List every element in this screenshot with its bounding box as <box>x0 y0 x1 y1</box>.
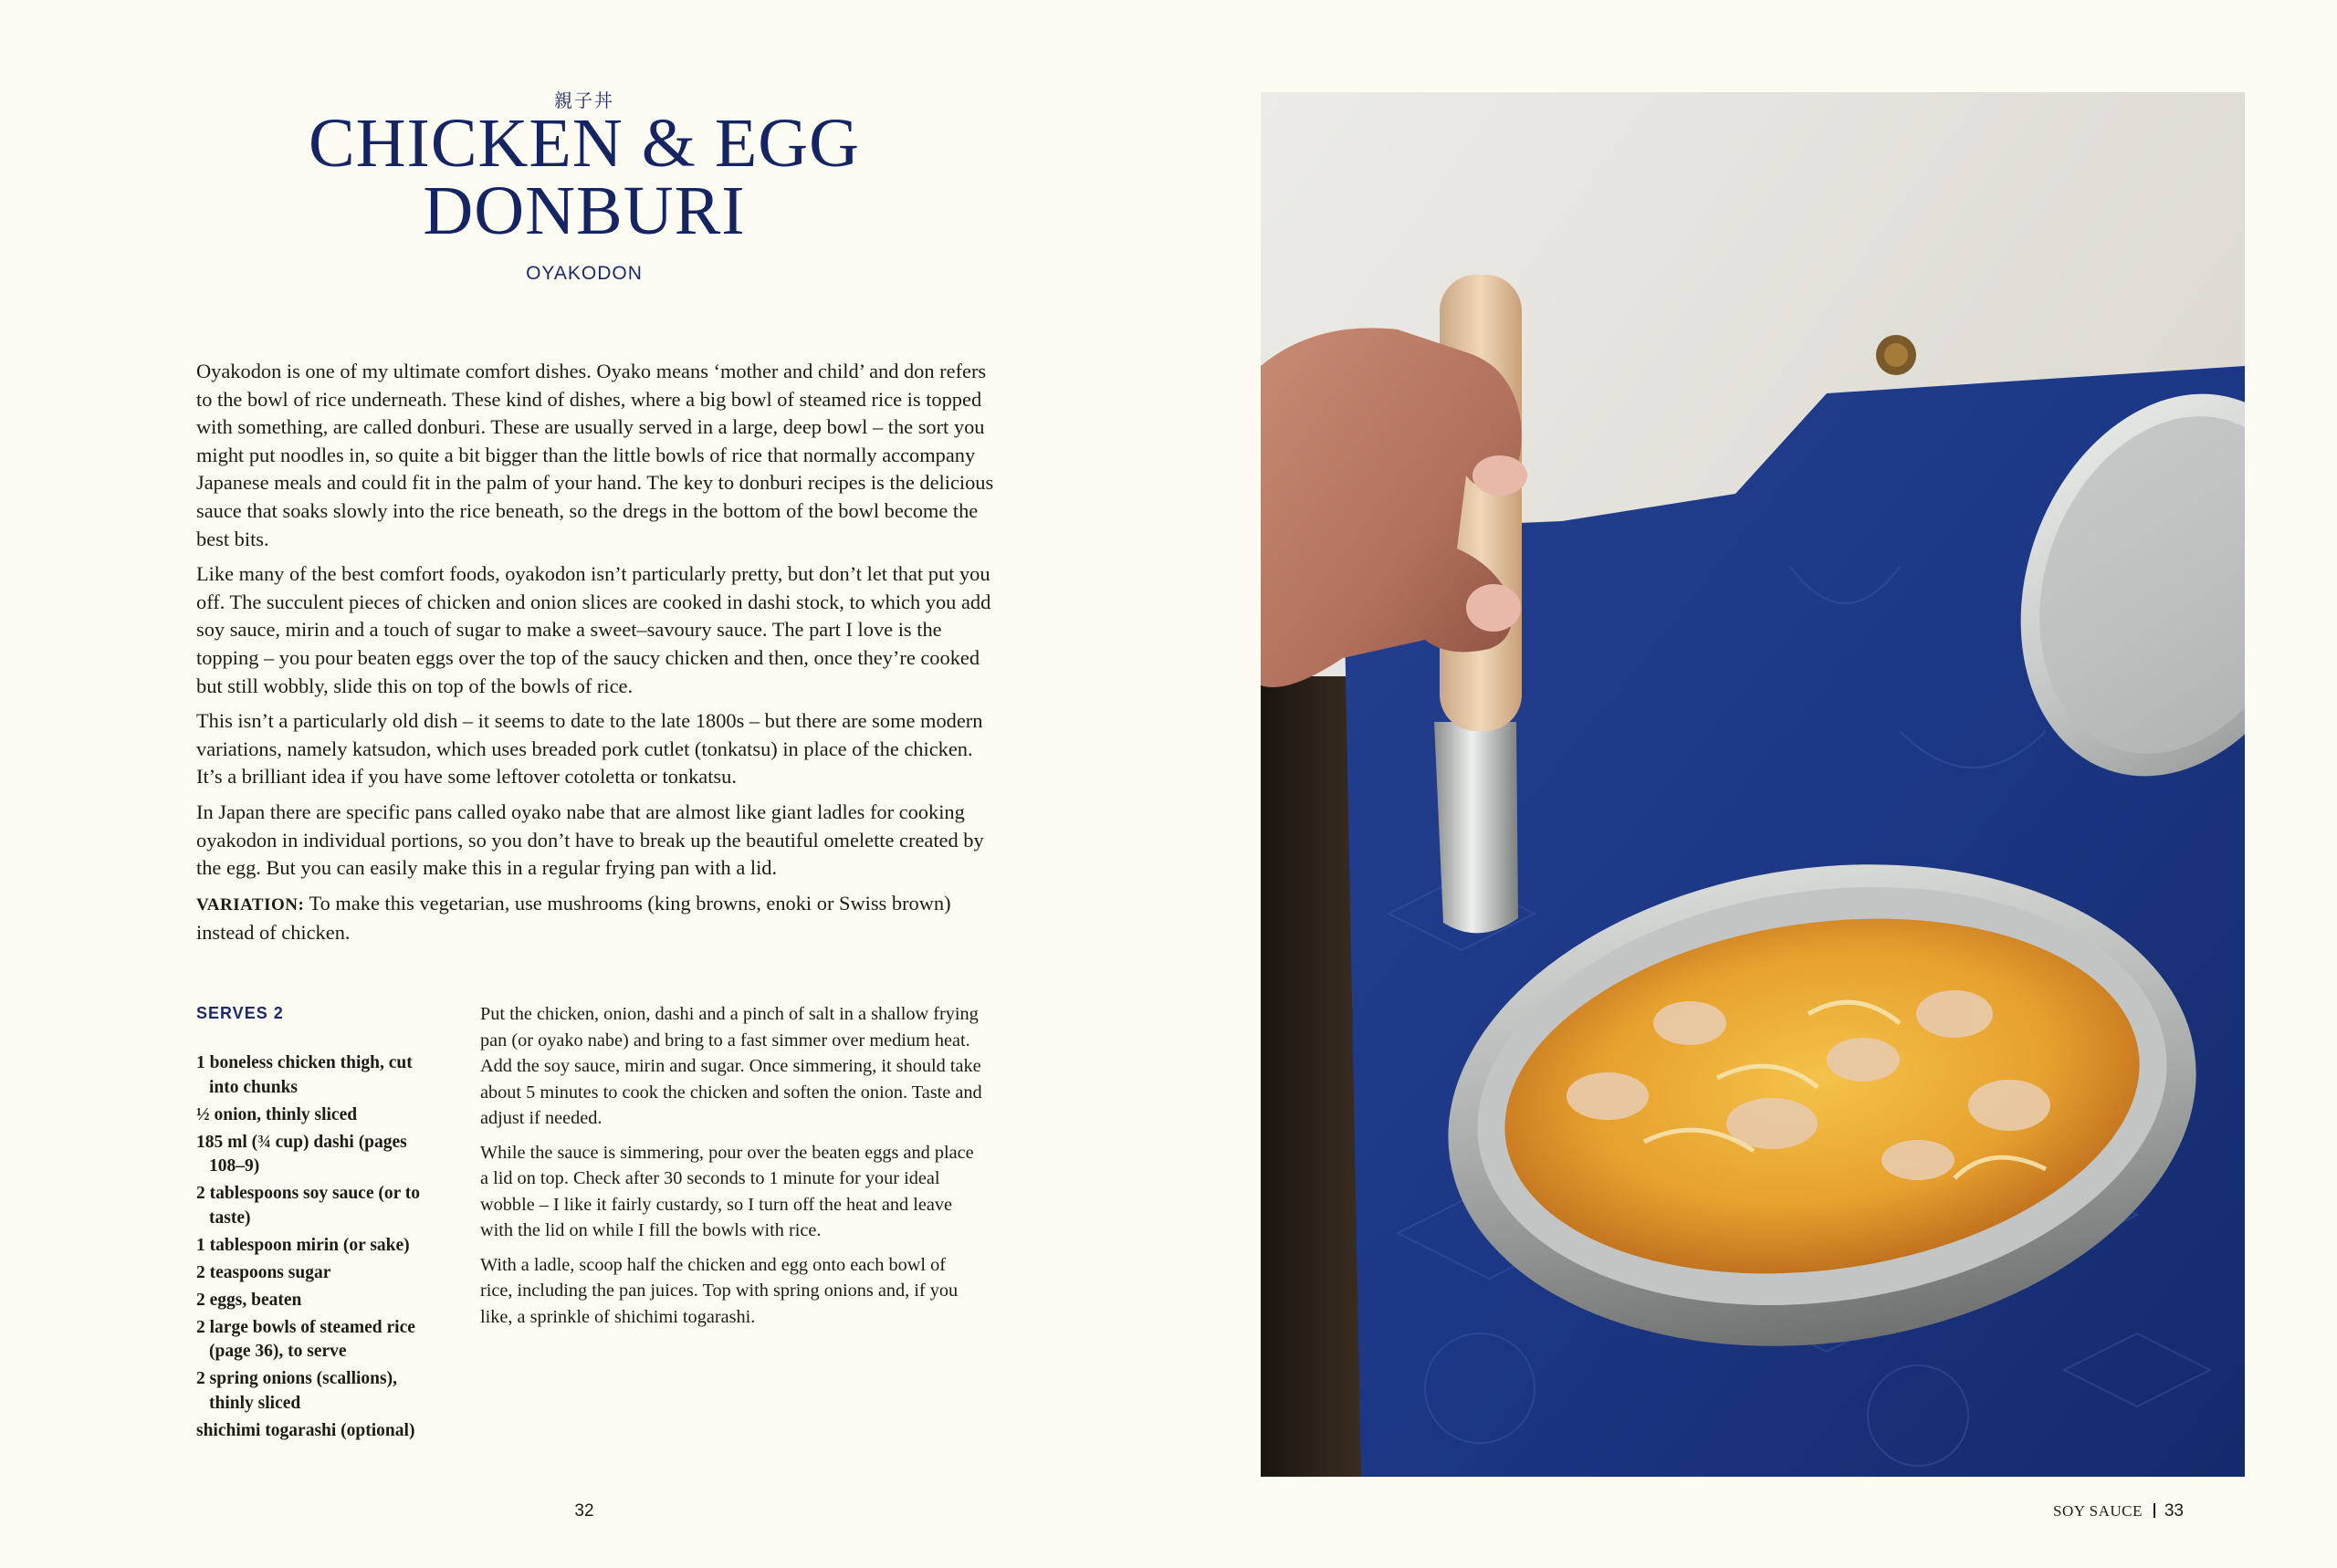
intro-paragraph: Like many of the best comfort foods, oyakodon isn’t particularly pretty, but don’t let that put you off. The succulent pieces of chicken and onion slices are cooked in dashi stock, to which you add soy sauce, mirin and a touch of sugar to make a sweet–savoury sauce. The part I love is the topping – you pour beaten eggs over the top of the saucy chicken and then, once they’re cooked but still wobbly, slide this on top of the bowls of rice. <box>196 562 991 697</box>
ingredient-item: 2 eggs, beaten <box>196 1290 302 1310</box>
title-line-1: CHICKEN & EGG <box>308 105 861 182</box>
method-step: Put the chicken, onion, dashi and a pinch of salt in a shallow frying pan (or oyako nabe) and bring to a fast simmer over medium heat. Add the soy sauce, mirin and sugar. Once simmering, it should take about 5 minutes to cook the chicken and soften the onion. Taste and adjust if needed. <box>480 1004 982 1128</box>
running-footer <box>2053 1501 2184 1521</box>
recipe-photo <box>1261 92 2245 1477</box>
variation-note <box>196 890 1000 947</box>
page-number-left: 32 <box>574 1501 594 1521</box>
left-page <box>0 0 1168 1568</box>
ingredient-item: ½ onion, thinly sliced <box>196 1104 358 1124</box>
recipe-title <box>196 105 972 249</box>
page-number-right: 33 <box>2164 1501 2184 1521</box>
footer-divider <box>2154 1503 2155 1518</box>
method-step: While the sauce is simmering, pour over the beaten eggs and place a lid on top. Check after 30 seconds to 1 minute for your ideal wobble – I like it fairly custardy, so I turn off the heat and leave with the lid on while I fill the bowls with rice. <box>480 1142 974 1240</box>
serves-heading: SERVES 2 <box>196 1004 284 1022</box>
intro-paragraph: In Japan there are specific pans called oyako nabe that are almost like giant ladles for cooking oyakodon in individual portions, so you don’t have to break up the beautiful omelette created by the egg. But you can easily make this in a regular frying pan with a lid. <box>196 800 984 880</box>
method-text <box>480 1001 982 1338</box>
method-step: With a ladle, scoop half the chicken and egg onto each bowl of rice, including the pan juices. Top with spring onions and, if you like, a sprinkle of shichimi togarashi. <box>480 1254 959 1327</box>
ingredient-item: 2 large bowls of steamed rice (page 36), to serve <box>196 1317 415 1361</box>
title-line-2: DONBURI <box>423 172 746 249</box>
ingredient-item: 1 boneless chicken thigh, cut into chunks <box>196 1053 413 1097</box>
ingredient-item: 2 spring onions (scallions), thinly sliced <box>196 1369 397 1413</box>
ingredient-item: shichimi togarashi (optional) <box>196 1420 415 1440</box>
title-kanji: 親子丼 <box>554 89 614 111</box>
ingredient-list <box>196 1051 443 1447</box>
ingredient-item: 1 tablespoon mirin (or sake) <box>196 1235 410 1255</box>
intro-paragraph: This isn’t a particularly old dish – it seems to date to the late 1800s – but there are some modern variations, namely katsudon, which uses breaded pork cutlet (tonkatsu) in place of the chicken. It’s a brilliant idea if you have some leftover cotoletta or tonkatsu. <box>196 709 983 789</box>
ingredient-item: 2 tablespoons soy sauce (or to taste) <box>196 1184 421 1228</box>
photo-illustration <box>1261 92 2245 1477</box>
intro-paragraph: Oyakodon is one of my ultimate comfort dishes. Oyako means ‘mother and child’ and don refers to the bowl of rice underneath. These kind of dishes, where a big bowl of steamed rice is topped with something, are called donburi. These are usually served in a large, deep bowl – the sort you might put noodles in, so quite a bit bigger than the little bowls of rice that normally accompany Japanese meals and could fit in the palm of your hand. The key to donburi recipes is the delicious sauce that soaks slowly into the rice beneath, so the dregs in the bottom of the bowl become the best bits. <box>196 360 994 550</box>
running-head: SOY SAUCE <box>2053 1502 2143 1520</box>
variation-label: VARIATION: <box>196 894 305 915</box>
ingredient-item: 185 ml (¾ cup) dashi (pages 108–9) <box>196 1132 407 1176</box>
intro-text <box>196 358 1000 955</box>
variation-text: To make this vegetarian, use mushrooms (king browns, enoki or Swiss brown) instead of chicken. <box>196 891 951 945</box>
recipe-subtitle: OYAKODON <box>526 263 643 284</box>
ingredient-item: 2 teaspoons sugar <box>196 1262 331 1282</box>
